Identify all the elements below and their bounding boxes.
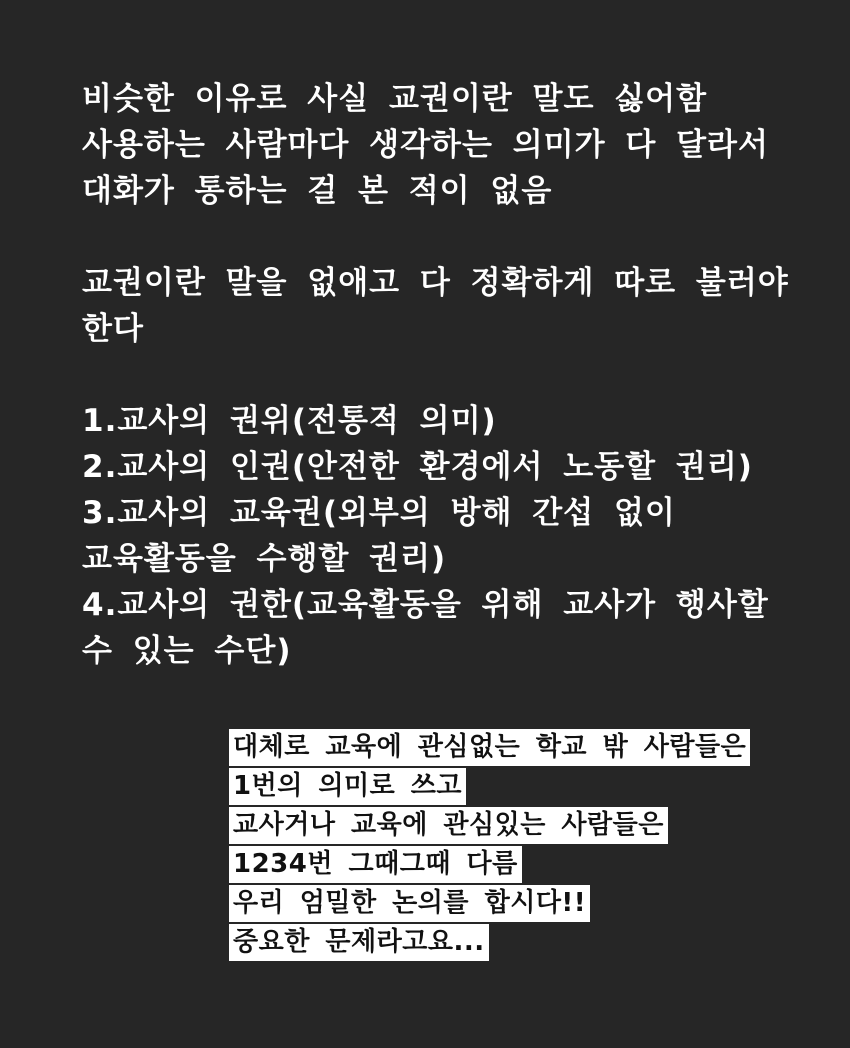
paragraph1-line: 비슷한 이유로 사실 교권이란 말도 싫어함: [82, 81, 708, 117]
highlight-line: 1234번 그때그때 다름: [229, 846, 522, 883]
highlight-line: 중요한 문제라고요...: [229, 924, 489, 961]
highlight-line: 대체로 교육에 관심없는 학교 밖 사람들은: [229, 729, 750, 766]
highlight-text-block: [229, 729, 829, 963]
highlight-line: 우리 엄밀한 논의를 합시다!!: [229, 885, 590, 922]
paragraph2-line: 한다: [82, 311, 144, 347]
list-item: 교육활동을 수행할 권리): [82, 541, 447, 577]
paragraph2-line: 교권이란 말을 없애고 다 정확하게 따로 불러야: [82, 265, 789, 301]
highlight-line: 교사거나 교육에 관심있는 사람들은: [229, 807, 668, 844]
list-item: 1.교사의 권위(전통적 의미): [82, 403, 497, 439]
list-item: 수 있는 수단): [82, 633, 292, 669]
blank-line: [82, 214, 822, 260]
list-item: 2.교사의 인권(안전한 환경에서 노동할 권리): [82, 449, 753, 485]
blank-line: [82, 352, 822, 398]
paragraph1-line: 사용하는 사람마다 생각하는 의미가 다 달라서: [82, 127, 769, 163]
main-text: [82, 76, 822, 674]
list-item: 3.교사의 교육권(외부의 방해 간섭 없이: [82, 495, 676, 531]
paragraph1-line: 대화가 통하는 걸 본 적이 없음: [82, 173, 553, 209]
highlight-line: 1번의 의미로 쓰고: [229, 768, 466, 805]
list-item: 4.교사의 권한(교육활동을 위해 교사가 행사할: [82, 587, 769, 623]
